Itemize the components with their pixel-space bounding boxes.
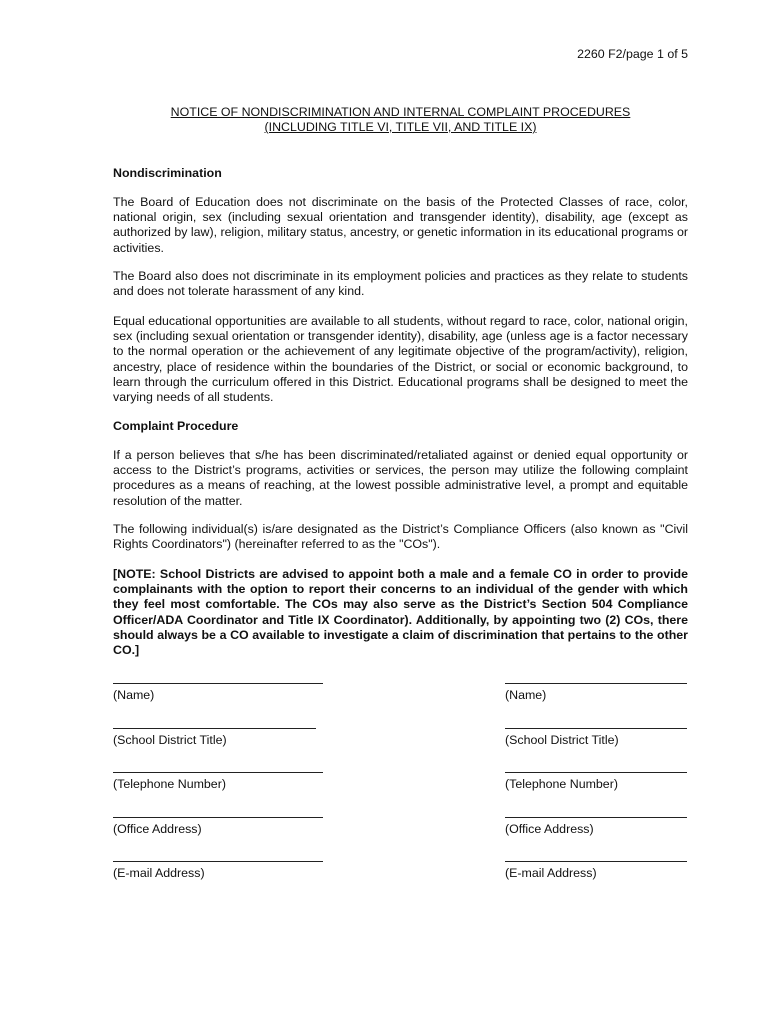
left-name-label: (Name): [113, 688, 155, 702]
paragraph-nondiscrimination: The Board of Education does not discriminate on the basis of the Protected Classes of race, color, national origin, sex (including sexual orientation and transgender identity), disability, age (except as authorized by law), religion, military status, ancestry, or genetic information in its educational programs or activities.: [113, 195, 688, 255]
right-telephone-field[interactable]: [505, 772, 687, 791]
right-name-label: (Name): [505, 688, 547, 702]
right-office-field[interactable]: [505, 817, 687, 836]
left-telephone-label: (Telephone Number): [113, 777, 226, 791]
left-office-field[interactable]: [113, 817, 323, 836]
paragraph-employment: The Board also does not discriminate in its employment policies and practices as they relate to students and does not tolerate harassment of any kind.: [113, 269, 688, 299]
note-paragraph: [NOTE: School Districts are advised to appoint both a male and a female CO in order to provide complainants with the option to report their concerns to an individual of the gender with which they feel most comfortable. The COs may also serve as the District’s Section 504 Compliance Officer/ADA Coordinator and Title IX Coordinator). Additionally, by appointing two (2) COs, there should always be a CO available to investigate a claim of discrimination that pertains to the other CO.]: [113, 567, 688, 658]
title-line-2: (INCLUDING TITLE VI, TITLE VII, AND TITLE IX): [264, 120, 537, 134]
left-telephone-field[interactable]: [113, 772, 323, 791]
title-line-1: NOTICE OF NONDISCRIMINATION AND INTERNAL COMPLAINT PROCEDURES: [170, 105, 631, 119]
page-number: 2260 F2/page 1 of 5: [577, 47, 688, 61]
paragraph-compliance-officers: The following individual(s) is/are designated as the District’s Compliance Officers (also known as "Civil Rights Coordinators") (hereinafter referred to as the "COs").: [113, 522, 688, 552]
paragraph-complaint: If a person believes that s/he has been discriminated/retaliated against or denied equal opportunity or access to the District’s programs, activities or services, the person may utilize the following complaint procedures as a means of reaching, at the lowest possible administrative level, a prompt and equitable resolution of the matter.: [113, 448, 688, 508]
left-name-line: [113, 683, 323, 684]
paragraph-equal-opportunity: Equal educational opportunities are available to all students, without regard to race, color, national origin, sex (including sexual orientation or transgender identity), disability, age (unless age is a factor necessary to the normal operation or the achievement of any legitimate objective of the program/activity), religion, ancestry, place of residence within the boundaries of the District, or social or economic background, to learn through the curriculum offered in this District. Educational programs shall be designed to meet the varying needs of all students.: [113, 314, 688, 405]
right-name-field[interactable]: [505, 683, 687, 702]
left-title-line: [113, 728, 316, 729]
right-name-line: [505, 683, 687, 684]
right-email-line: [505, 861, 687, 862]
right-office-line: [505, 817, 687, 818]
nondiscrimination-heading: Nondiscrimination: [113, 166, 222, 180]
left-email-line: [113, 861, 323, 862]
right-title-field[interactable]: [505, 728, 687, 747]
right-title-line: [505, 728, 687, 729]
right-email-field[interactable]: [505, 861, 687, 880]
right-office-label: (Office Address): [505, 822, 594, 836]
left-title-label: (School District Title): [113, 733, 227, 747]
left-email-label: (E-mail Address): [113, 866, 205, 880]
left-office-label: (Office Address): [113, 822, 202, 836]
right-title-label: (School District Title): [505, 733, 619, 747]
left-title-field[interactable]: [113, 728, 316, 747]
complaint-procedure-heading: Complaint Procedure: [113, 419, 239, 433]
left-office-line: [113, 817, 323, 818]
document-title: [113, 105, 688, 135]
right-email-label: (E-mail Address): [505, 866, 597, 880]
left-telephone-line: [113, 772, 323, 773]
right-telephone-label: (Telephone Number): [505, 777, 618, 791]
right-telephone-line: [505, 772, 687, 773]
left-email-field[interactable]: [113, 861, 323, 880]
left-name-field[interactable]: [113, 683, 323, 702]
